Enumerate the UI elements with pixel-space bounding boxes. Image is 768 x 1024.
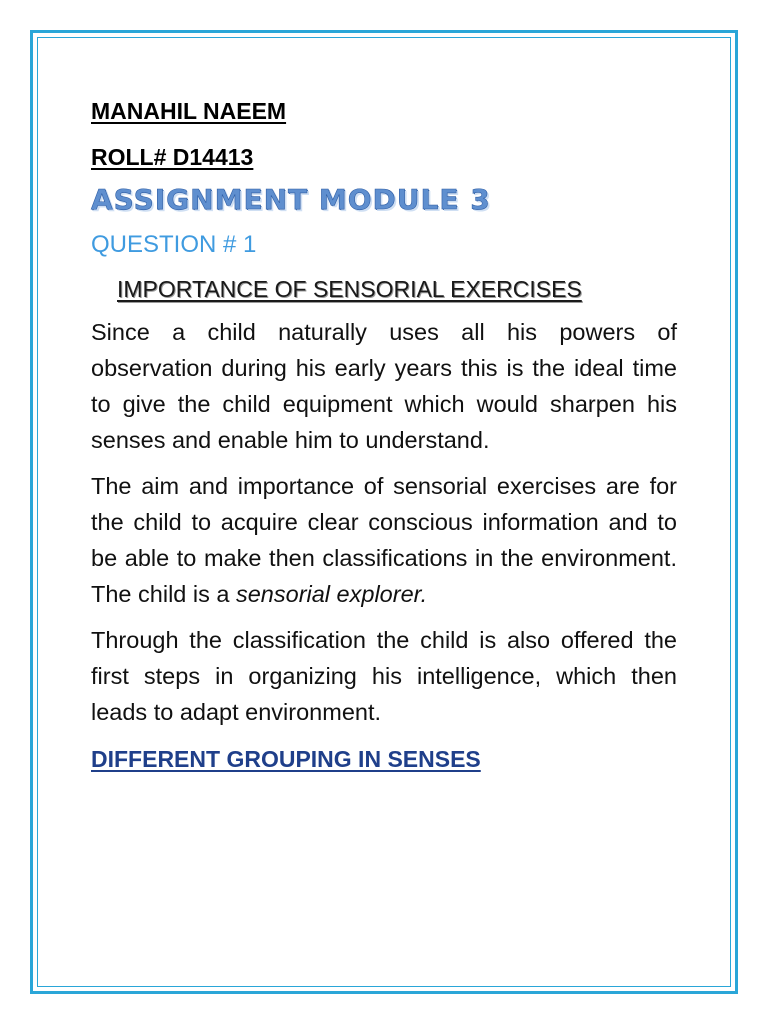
document-content	[91, 94, 677, 776]
assignment-title: ASSIGNMENT MODULE 3	[91, 183, 491, 216]
section-heading: IMPORTANCE OF SENSORIAL EXERCISES	[117, 276, 582, 302]
roll-number: ROLL# D14413	[91, 144, 254, 170]
paragraph-1: Since a child naturally uses all his powers of observation during his early years this is the ideal time to give the child equipment which would sharpen his senses and enable him to understand.	[91, 319, 677, 453]
student-name: MANAHIL NAEEM	[91, 98, 287, 124]
paragraph-2-text: The aim and importance of sensorial exercises are for the child to acquire clear conscious information and to be able to make then classifications in the environment. The child is a	[91, 473, 677, 607]
paragraph-3: Through the classification the child is also offered the first steps in organizing his intelligence, which then leads to adapt environment.	[91, 627, 677, 725]
paragraph-2	[91, 468, 677, 612]
paragraph-2-italic: sensorial explorer.	[235, 581, 428, 607]
question-label: QUESTION # 1	[91, 231, 257, 258]
grouping-subheading: DIFFERENT GROUPING IN SENSES	[91, 746, 481, 772]
